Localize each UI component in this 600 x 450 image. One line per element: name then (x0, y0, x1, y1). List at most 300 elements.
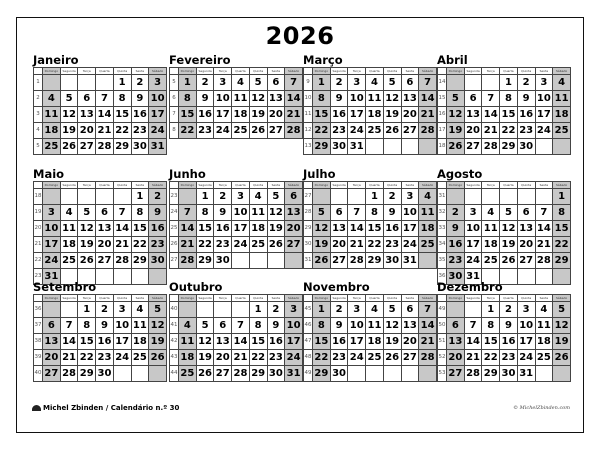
day-cell: 2 (131, 75, 149, 91)
day-cell: 5 (249, 75, 267, 91)
day-cell: 8 (500, 91, 518, 107)
weekday-header: Domingo (43, 68, 61, 75)
day-cell: 2 (330, 75, 348, 91)
week-row (438, 334, 571, 350)
day-cell: 15 (553, 221, 571, 237)
week-number: 33 (438, 221, 447, 237)
month-table (303, 294, 437, 382)
day-cell: 25 (482, 253, 500, 269)
weekday-header: Quinta (113, 295, 131, 302)
week-row (438, 318, 571, 334)
day-cell: 17 (401, 221, 419, 237)
week-row (304, 318, 437, 334)
day-cell: 30 (96, 366, 114, 382)
day-cell: 3 (348, 75, 366, 91)
week-number-header (438, 182, 447, 189)
weekday-header: Domingo (179, 295, 197, 302)
day-cell: 27 (43, 366, 61, 382)
weekday-header: Quarta (500, 295, 518, 302)
weekday-header: Sexta (535, 295, 553, 302)
week-row (304, 221, 437, 237)
empty-cell (60, 189, 78, 205)
month-name: Outubro (169, 280, 223, 294)
day-cell: 21 (232, 350, 250, 366)
day-cell: 25 (366, 123, 384, 139)
day-cell: 20 (267, 107, 285, 123)
day-cell: 29 (366, 253, 384, 269)
day-cell: 23 (131, 123, 149, 139)
weekday-header: Sexta (535, 182, 553, 189)
footer-credit (32, 404, 179, 412)
week-row (438, 237, 571, 253)
empty-cell (60, 75, 78, 91)
weekday-header: Quarta (96, 68, 114, 75)
day-cell: 28 (285, 123, 303, 139)
day-cell: 11 (366, 318, 384, 334)
day-cell: 6 (517, 205, 535, 221)
weekday-header: Quinta (383, 68, 401, 75)
week-row (304, 302, 437, 318)
day-cell: 4 (535, 302, 553, 318)
day-cell: 15 (313, 107, 331, 123)
week-number: 42 (170, 334, 179, 350)
month-name: Março (303, 53, 343, 67)
day-cell: 17 (535, 107, 553, 123)
day-cell: 24 (517, 350, 535, 366)
day-cell: 9 (330, 91, 348, 107)
week-number-header (438, 295, 447, 302)
month-name: Julho (303, 167, 336, 181)
empty-cell (179, 189, 197, 205)
month-name: Junho (169, 167, 206, 181)
day-cell: 13 (285, 205, 303, 221)
day-cell: 13 (78, 107, 96, 123)
empty-cell (285, 253, 303, 269)
day-cell: 12 (149, 318, 167, 334)
day-cell: 14 (419, 318, 437, 334)
day-cell: 24 (535, 123, 553, 139)
day-cell: 27 (401, 123, 419, 139)
day-cell: 30 (214, 253, 232, 269)
week-number: 28 (304, 205, 313, 221)
day-cell: 26 (196, 366, 214, 382)
week-row (304, 237, 437, 253)
day-cell: 4 (60, 205, 78, 221)
empty-cell (43, 302, 61, 318)
day-cell: 30 (131, 139, 149, 155)
week-row (34, 253, 167, 269)
day-cell: 23 (214, 237, 232, 253)
week-number: 23 (34, 269, 43, 285)
day-cell: 12 (249, 91, 267, 107)
day-cell: 3 (285, 302, 303, 318)
weekday-header: Sábado (419, 295, 437, 302)
weekday-header: Quinta (517, 68, 535, 75)
day-cell: 23 (96, 350, 114, 366)
week-row (438, 302, 571, 318)
weekday-header: Sexta (401, 295, 419, 302)
empty-cell (43, 189, 61, 205)
day-cell: 6 (267, 75, 285, 91)
empty-cell (96, 75, 114, 91)
day-cell: 31 (149, 139, 167, 155)
week-number: 5 (34, 139, 43, 155)
day-cell: 4 (482, 205, 500, 221)
day-cell: 13 (330, 221, 348, 237)
empty-cell (447, 302, 465, 318)
day-cell: 22 (313, 123, 331, 139)
day-cell: 7 (60, 318, 78, 334)
day-cell: 14 (535, 221, 553, 237)
week-number: 5 (170, 75, 179, 91)
day-cell: 29 (131, 253, 149, 269)
weekday-header: Segunda (330, 182, 348, 189)
day-cell: 26 (149, 350, 167, 366)
day-cell: 5 (196, 318, 214, 334)
week-number-header (170, 68, 179, 75)
day-cell: 24 (43, 253, 61, 269)
day-cell: 13 (43, 334, 61, 350)
day-cell: 29 (196, 253, 214, 269)
day-cell: 19 (500, 237, 518, 253)
day-cell: 18 (366, 334, 384, 350)
empty-cell (553, 269, 571, 285)
empty-cell (149, 366, 167, 382)
day-cell: 12 (313, 221, 331, 237)
day-cell: 10 (43, 221, 61, 237)
day-cell: 29 (249, 366, 267, 382)
day-cell: 1 (196, 189, 214, 205)
weekday-header: Terça (78, 182, 96, 189)
empty-cell (113, 269, 131, 285)
day-cell: 6 (214, 318, 232, 334)
empty-cell (482, 75, 500, 91)
day-cell: 11 (131, 318, 149, 334)
day-cell: 3 (232, 189, 250, 205)
day-cell: 7 (419, 75, 437, 91)
empty-cell (464, 75, 482, 91)
week-row (304, 253, 437, 269)
day-cell: 13 (214, 334, 232, 350)
week-number-header (170, 295, 179, 302)
day-cell: 12 (78, 221, 96, 237)
week-row (34, 107, 167, 123)
day-cell: 14 (348, 221, 366, 237)
day-cell: 7 (348, 205, 366, 221)
week-row (170, 221, 303, 237)
weekday-header: Sexta (131, 295, 149, 302)
week-number: 13 (304, 139, 313, 155)
day-cell: 22 (249, 350, 267, 366)
month-table (169, 294, 303, 382)
day-cell: 28 (60, 366, 78, 382)
empty-cell (313, 189, 331, 205)
weekday-header: Terça (78, 68, 96, 75)
week-number: 19 (34, 205, 43, 221)
day-cell: 15 (196, 221, 214, 237)
week-number: 27 (304, 189, 313, 205)
week-row (170, 253, 303, 269)
empty-cell (447, 75, 465, 91)
empty-cell (535, 189, 553, 205)
week-row (170, 366, 303, 382)
day-cell: 25 (535, 350, 553, 366)
day-cell: 21 (464, 350, 482, 366)
day-cell: 28 (348, 253, 366, 269)
day-cell: 31 (401, 253, 419, 269)
week-number: 1 (34, 75, 43, 91)
empty-cell (113, 366, 131, 382)
day-cell: 10 (464, 221, 482, 237)
day-cell: 24 (348, 123, 366, 139)
week-number: 49 (304, 366, 313, 382)
day-cell: 6 (96, 205, 114, 221)
day-cell: 9 (330, 318, 348, 334)
week-row (304, 91, 437, 107)
week-number: 9 (304, 75, 313, 91)
day-cell: 28 (179, 253, 197, 269)
day-cell: 15 (131, 221, 149, 237)
day-cell: 22 (131, 237, 149, 253)
day-cell: 5 (447, 91, 465, 107)
empty-cell (366, 139, 384, 155)
week-number: 38 (34, 334, 43, 350)
month-table (169, 181, 303, 269)
day-cell: 21 (419, 107, 437, 123)
week-row (170, 107, 303, 123)
day-cell: 8 (113, 91, 131, 107)
day-cell: 21 (60, 350, 78, 366)
day-cell: 20 (43, 350, 61, 366)
week-number: 6 (170, 91, 179, 107)
week-number: 11 (304, 107, 313, 123)
week-row (170, 123, 303, 139)
week-number-header (438, 68, 447, 75)
logo-icon (32, 405, 41, 411)
day-cell: 1 (500, 75, 518, 91)
empty-cell (196, 302, 214, 318)
empty-cell (535, 269, 553, 285)
week-row (304, 350, 437, 366)
week-row (438, 91, 571, 107)
day-cell: 16 (383, 221, 401, 237)
day-cell: 17 (113, 334, 131, 350)
week-row (170, 91, 303, 107)
day-cell: 11 (419, 205, 437, 221)
weekday-header: Sexta (131, 182, 149, 189)
weekday-header: Domingo (447, 295, 465, 302)
day-cell: 1 (249, 302, 267, 318)
weekday-header: Sexta (535, 68, 553, 75)
weekday-header: Sábado (149, 295, 167, 302)
week-number: 3 (34, 107, 43, 123)
day-cell: 5 (313, 205, 331, 221)
day-cell: 16 (330, 334, 348, 350)
day-cell: 24 (232, 237, 250, 253)
day-cell: 23 (383, 237, 401, 253)
day-cell: 6 (285, 189, 303, 205)
day-cell: 29 (500, 139, 518, 155)
day-cell: 10 (517, 318, 535, 334)
empty-cell (482, 189, 500, 205)
day-cell: 15 (113, 107, 131, 123)
empty-cell (500, 189, 518, 205)
empty-cell (447, 189, 465, 205)
weekday-header: Terça (78, 295, 96, 302)
day-cell: 22 (78, 350, 96, 366)
day-cell: 16 (500, 334, 518, 350)
day-cell: 3 (517, 302, 535, 318)
day-cell: 27 (214, 366, 232, 382)
day-cell: 11 (249, 205, 267, 221)
empty-cell (330, 189, 348, 205)
day-cell: 6 (78, 91, 96, 107)
week-row (304, 123, 437, 139)
empty-cell (249, 253, 267, 269)
week-number: 25 (170, 221, 179, 237)
week-row (438, 205, 571, 221)
day-cell: 1 (313, 75, 331, 91)
day-cell: 14 (419, 91, 437, 107)
day-cell: 30 (500, 366, 518, 382)
day-cell: 25 (179, 366, 197, 382)
empty-cell (78, 189, 96, 205)
month-name: Janeiro (33, 53, 79, 67)
week-row (304, 366, 437, 382)
day-cell: 17 (149, 107, 167, 123)
week-number: 32 (438, 205, 447, 221)
day-cell: 7 (285, 75, 303, 91)
week-row (34, 205, 167, 221)
weekday-header: Quarta (366, 182, 384, 189)
week-number: 48 (304, 350, 313, 366)
day-cell: 27 (517, 253, 535, 269)
day-cell: 19 (447, 123, 465, 139)
day-cell: 23 (500, 350, 518, 366)
day-cell: 13 (401, 91, 419, 107)
day-cell: 19 (149, 334, 167, 350)
week-row (34, 334, 167, 350)
day-cell: 12 (447, 107, 465, 123)
week-number: 50 (438, 318, 447, 334)
week-number: 36 (34, 302, 43, 318)
weekday-header: Sábado (419, 68, 437, 75)
weekday-header: Quinta (383, 182, 401, 189)
day-cell: 28 (419, 123, 437, 139)
day-cell: 4 (249, 189, 267, 205)
day-cell: 16 (330, 107, 348, 123)
weekday-header: Quarta (366, 295, 384, 302)
day-cell: 20 (96, 237, 114, 253)
week-row (438, 253, 571, 269)
weekday-header: Segunda (464, 182, 482, 189)
day-cell: 21 (535, 237, 553, 253)
week-number-header (304, 68, 313, 75)
day-cell: 19 (249, 107, 267, 123)
day-cell: 14 (113, 221, 131, 237)
weekday-header: Segunda (60, 182, 78, 189)
week-number: 18 (34, 189, 43, 205)
day-cell: 7 (419, 302, 437, 318)
day-cell: 2 (149, 189, 167, 205)
day-cell: 16 (447, 237, 465, 253)
day-cell: 13 (401, 318, 419, 334)
week-number: 49 (438, 302, 447, 318)
week-number: 7 (170, 107, 179, 123)
day-cell: 14 (464, 334, 482, 350)
empty-cell (464, 302, 482, 318)
month-name: Novembro (303, 280, 370, 294)
day-cell: 7 (535, 205, 553, 221)
day-cell: 4 (179, 318, 197, 334)
week-row (34, 350, 167, 366)
day-cell: 16 (131, 107, 149, 123)
week-number-header (34, 182, 43, 189)
day-cell: 10 (113, 318, 131, 334)
day-cell: 26 (553, 350, 571, 366)
week-row (438, 366, 571, 382)
day-cell: 23 (267, 350, 285, 366)
day-cell: 8 (131, 205, 149, 221)
day-cell: 10 (348, 318, 366, 334)
weekday-header: Terça (214, 182, 232, 189)
weekday-header: Domingo (179, 68, 197, 75)
day-cell: 11 (60, 221, 78, 237)
day-cell: 1 (313, 302, 331, 318)
day-cell: 24 (214, 123, 232, 139)
day-cell: 18 (43, 123, 61, 139)
day-cell: 24 (285, 350, 303, 366)
day-cell: 2 (267, 302, 285, 318)
day-cell: 31 (348, 139, 366, 155)
day-cell: 27 (464, 139, 482, 155)
day-cell: 5 (78, 205, 96, 221)
day-cell: 8 (482, 318, 500, 334)
day-cell: 18 (419, 221, 437, 237)
day-cell: 3 (149, 75, 167, 91)
day-cell: 19 (78, 237, 96, 253)
day-cell: 21 (348, 237, 366, 253)
week-row (438, 75, 571, 91)
weekday-header: Sexta (267, 295, 285, 302)
day-cell: 31 (517, 366, 535, 382)
weekday-header: Quarta (96, 182, 114, 189)
day-cell: 20 (464, 123, 482, 139)
day-cell: 16 (149, 221, 167, 237)
month-table (169, 67, 303, 139)
week-number-header (34, 68, 43, 75)
month-table (303, 181, 437, 269)
empty-cell (96, 269, 114, 285)
day-cell: 25 (419, 237, 437, 253)
day-cell: 3 (535, 75, 553, 91)
day-cell: 17 (348, 107, 366, 123)
day-cell: 3 (464, 205, 482, 221)
day-cell: 20 (447, 350, 465, 366)
day-cell: 19 (383, 334, 401, 350)
week-row (304, 75, 437, 91)
day-cell: 24 (464, 253, 482, 269)
day-cell: 30 (383, 253, 401, 269)
day-cell: 6 (401, 75, 419, 91)
empty-cell (179, 302, 197, 318)
weekday-header: Sábado (553, 295, 571, 302)
week-number: 40 (34, 366, 43, 382)
day-cell: 6 (447, 318, 465, 334)
day-cell: 9 (214, 205, 232, 221)
day-cell: 4 (131, 302, 149, 318)
day-cell: 18 (60, 237, 78, 253)
